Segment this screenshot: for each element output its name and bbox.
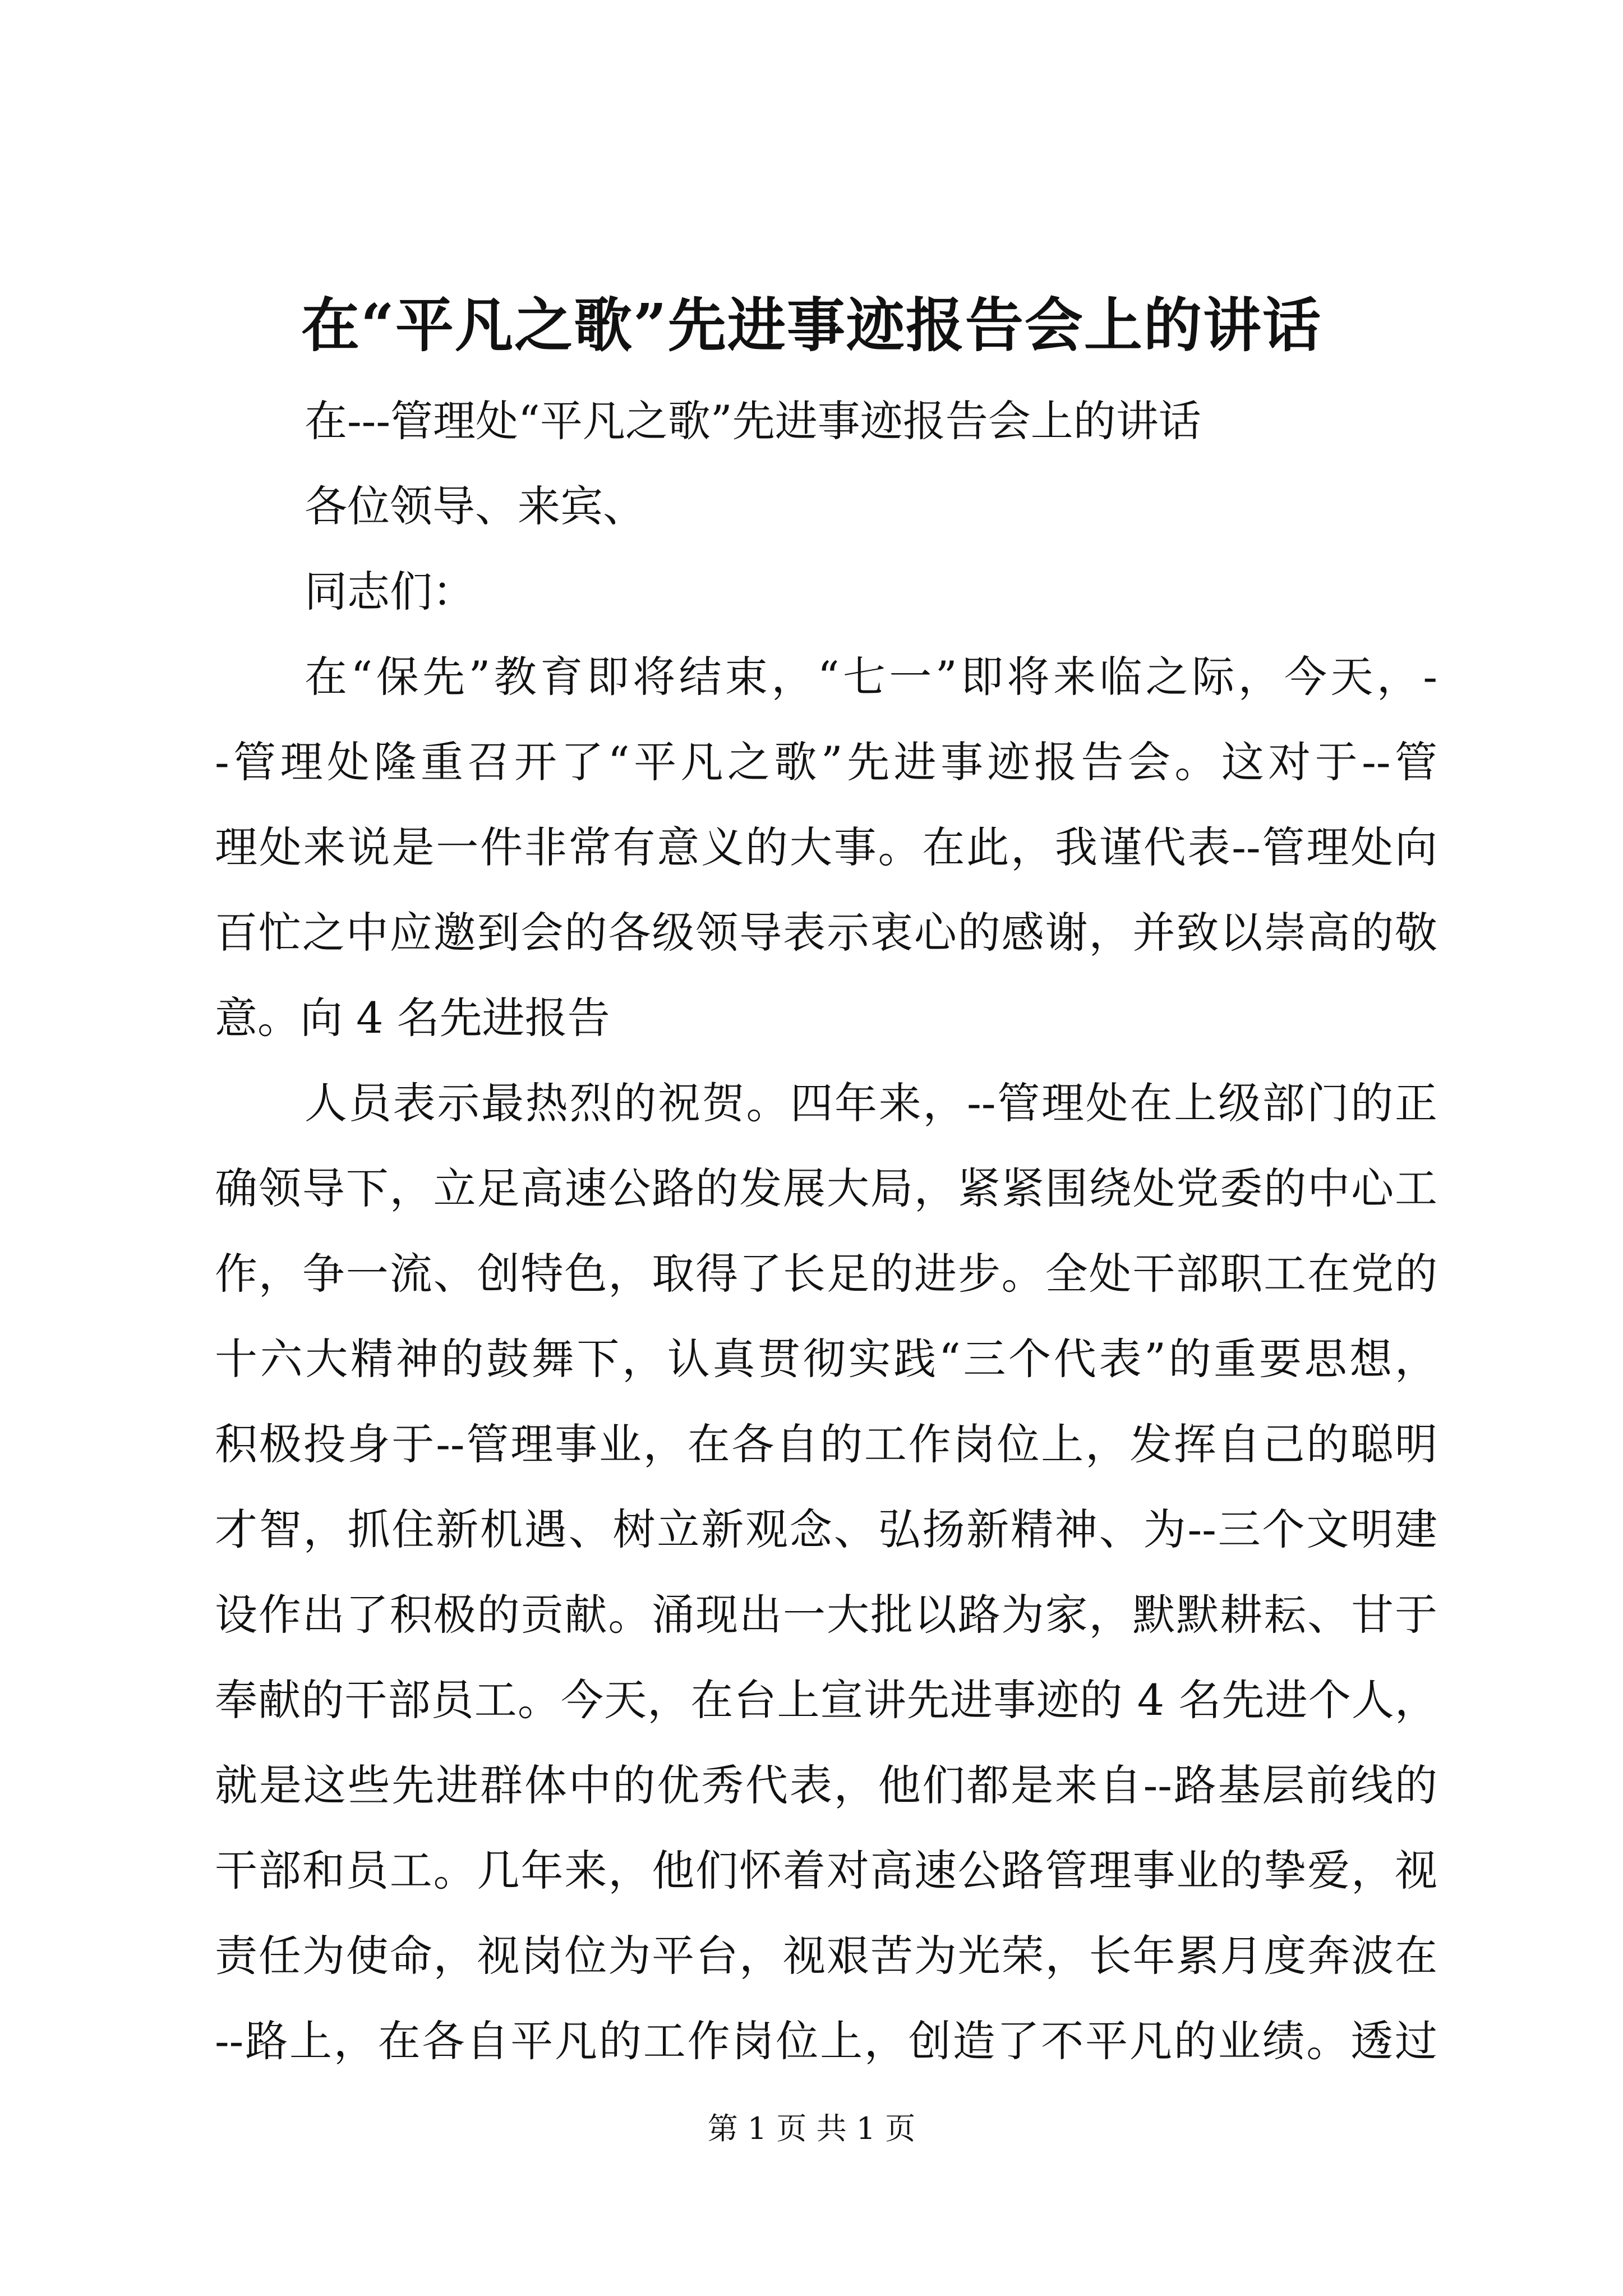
text-line: 意。向 4 名先进报告: [215, 993, 610, 1043]
text-line: -管理处隆重召开了“平凡之歌”先进事迹报告会。这对于--管: [215, 737, 1437, 787]
text-line: 确领导下，立足高速公路的发展大局，紧紧围绕处党委的中心工: [215, 1163, 1437, 1213]
text-line: 干部和员工。几年来，他们怀着对高速公路管理事业的挚爱，视: [215, 1846, 1437, 1895]
text-line: 在“保先”教育即将结束，“七一”即将来临之际，今天，-: [305, 652, 1437, 702]
document-title: 在“平凡之歌”先进事迹报告会上的讲话: [301, 291, 1322, 360]
document-body: [215, 379, 1437, 2084]
text-line: 作，争一流、创特色，取得了长足的进步。全处干部职工在党的: [215, 1249, 1437, 1299]
text-line: 责任为使命，视岗位为平台，视艰苦为光荣，长年累月度奔波在: [215, 1931, 1437, 1981]
text-line: 就是这些先进群体中的优秀代表，他们都是来自--路基层前线的: [215, 1760, 1437, 1810]
text-line: --路上，在各自平凡的工作岗位上，创造了不平凡的业绩。透过: [215, 2016, 1437, 2066]
text-line: 才智，抓住新机遇、树立新观念、弘扬新精神、为--三个文明建: [215, 1504, 1437, 1554]
text-line: 百忙之中应邀到会的各级领导表示衷心的感谢，并致以崇高的敬: [215, 908, 1437, 958]
text-line: 十六大精神的鼓舞下，认真贯彻实践“三个代表”的重要思想，: [215, 1334, 1437, 1384]
text-line: 奉献的干部员工。今天，在台上宣讲先进事迹的 4 名先进个人，: [215, 1675, 1437, 1725]
text-line: 理处来说是一件非常有意义的大事。在此，我谨代表--管理处向: [215, 822, 1437, 872]
text-line: 人员表示最热烈的祝贺。四年来，--管理处在上级部门的正: [305, 1078, 1437, 1128]
text-line: 设作出了积极的贡献。涌现出一大批以路为家，默默耕耘、甘于: [215, 1590, 1437, 1640]
text-line: 同志们：: [305, 567, 475, 616]
text-line: 在---管理处“平凡之歌”先进事迹报告会上的讲话: [305, 396, 1201, 446]
page-footer: 第 1 页 共 1 页: [707, 2111, 916, 2146]
text-line: 积极投身于--管理事业，在各自的工作岗位上，发挥自己的聪明: [215, 1419, 1437, 1469]
text-line: 各位领导、来宾、: [305, 481, 645, 531]
